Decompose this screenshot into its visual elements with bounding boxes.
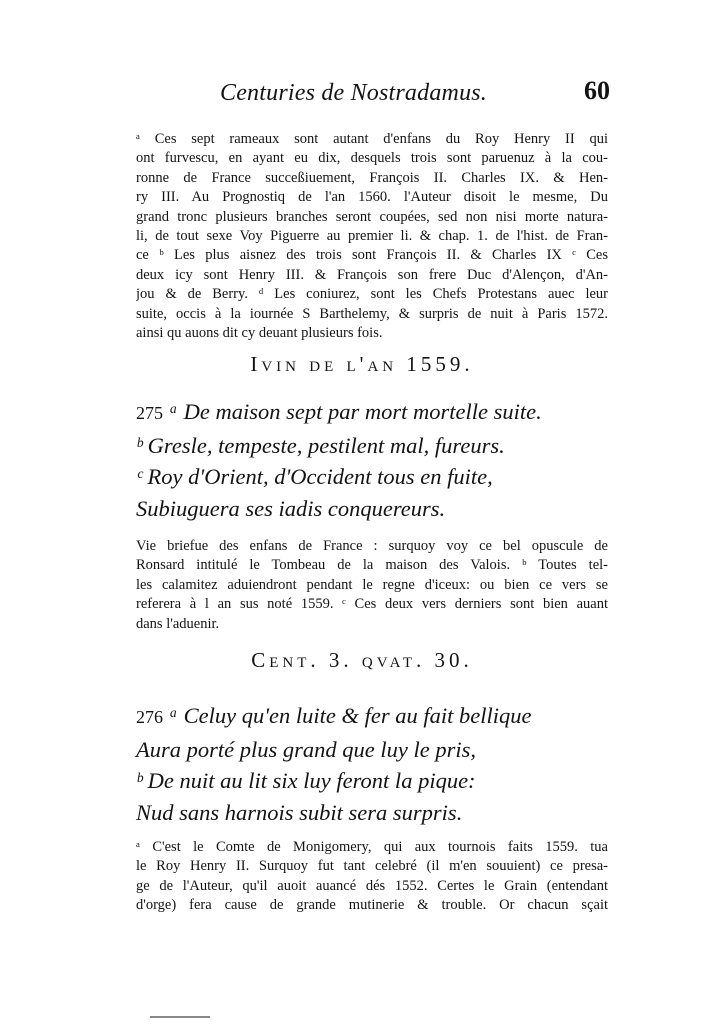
text-line: li, de tout sexe Voy Piguerre au premier li. & chap. 1. de l'hist. de Fran- bbox=[136, 228, 608, 245]
text-line: ge de l'Auteur, qu'il auoit auancé dés 1552. Certes le Grain (entendant bbox=[136, 877, 608, 894]
verse-text: ᵃ De maison sept par mort mortelle suite. bbox=[169, 399, 542, 424]
verse-line bbox=[136, 396, 616, 430]
running-title: Centuries de Nostradamus. bbox=[220, 80, 488, 106]
text-line: ᵃ Ces sept rameaux sont autant d'enfans du Roy Henry II qui bbox=[136, 131, 608, 147]
text-line: les calamitez aduiendront pendant le regne d'iceux: ou bien ce vers se bbox=[136, 576, 608, 593]
text-line: le Roy Henry II. Surquoy fut tant celebré (il m'en souuient) ce presa- bbox=[136, 858, 608, 875]
bottom-rule bbox=[150, 1016, 210, 1018]
quatrain-276 bbox=[136, 700, 616, 828]
text-line: grand tronc plusieurs branches seront coupées, sed non nisi morte natura- bbox=[136, 208, 608, 225]
section-heading-june-1559: Ivin de l'an 1559. bbox=[250, 352, 474, 376]
quatrain-number: 275 bbox=[136, 403, 163, 423]
verse-line: ᵇ De nuit au lit six luy feront la pique: bbox=[136, 768, 476, 793]
text-line: dans l'aduenir. bbox=[136, 615, 220, 632]
text-line: d'orge) fera cause de grande mutinerie & trouble. Or chacun sçait bbox=[136, 897, 608, 914]
verse-line: ᵇ Gresle, tempeste, pestilent mal, fureurs. bbox=[136, 432, 505, 458]
text-line: ont furvescu, en ayant eu dix, desquels trois sont paruenuz à la cou- bbox=[136, 150, 608, 167]
verse-text: ᵃ Celuy qu'en luite & fer au fait bellique bbox=[169, 703, 532, 728]
commentary-paragraph-2 bbox=[136, 537, 608, 634]
quatrain-275 bbox=[136, 396, 616, 524]
page-number: 60 bbox=[584, 76, 610, 105]
text-line: ry III. Au Prognostiq de l'an 1560. l'Auteur disoit le mesme, Du bbox=[136, 189, 608, 206]
section-heading-cent-3-quat-30: Cent. 3. qvat. 30. bbox=[251, 648, 473, 672]
text-line: Vie briefue des enfans de France : surquoy voy ce bel opuscule de bbox=[136, 538, 608, 554]
commentary-paragraph-1 bbox=[136, 130, 608, 343]
verse-line: Aura porté plus grand que luy le pris, bbox=[136, 736, 476, 762]
commentary-paragraph-3 bbox=[136, 838, 608, 916]
verse-line bbox=[136, 700, 616, 734]
page-header bbox=[150, 78, 610, 118]
quatrain-number: 276 bbox=[136, 707, 163, 727]
text-line: referera à l an sus noté 1559. ᶜ Ces deux vers derniers sont bien auant bbox=[136, 596, 608, 613]
text-line: suite, occis à la iournée S Barthelemy, & surpris de nuit à Paris 1572. bbox=[136, 305, 608, 322]
verse-line: Subiuguera ses iadis conquereurs. bbox=[136, 495, 446, 521]
text-line: jou & de Berry. ᵈ Les coniurez, sont les Chefs Protestans auec leur bbox=[136, 286, 608, 303]
text-line: Ronsard intitulé le Tombeau de la maison des Valois. ᵇ Toutes tel- bbox=[136, 557, 608, 574]
verse-line: Nud sans harnois subit sera surpris. bbox=[136, 799, 463, 825]
text-line: ainsi qu auons dit cy deuant plusieurs fois. bbox=[136, 325, 383, 342]
text-line: ce ᵇ Les plus aisnez des trois sont François II. & Charles IX ᶜ Ces bbox=[136, 247, 608, 264]
text-line: deux icy sont Henry III. & François son frere Duc d'Alençon, d'An- bbox=[136, 266, 608, 283]
text-line: ᵃ C'est le Comte de Monigomery, qui aux tournois faits 1559. tua bbox=[136, 839, 608, 855]
verse-line: ᶜ Roy d'Orient, d'Occident tous en fuite, bbox=[136, 464, 493, 489]
text-line: ronne de France succeßiuement, François II. Charles IX. & Hen- bbox=[136, 169, 608, 186]
